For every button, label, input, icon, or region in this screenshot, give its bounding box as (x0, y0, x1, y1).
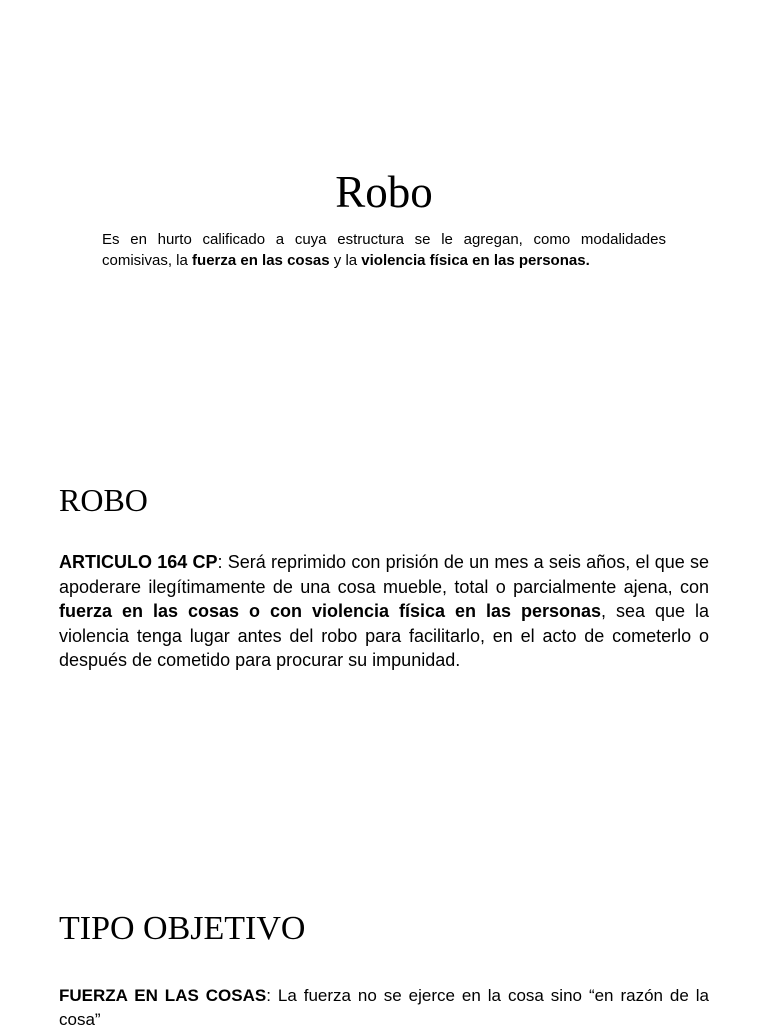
slide-heading: TIPO OBJETIVO (59, 910, 306, 947)
article-paragraph (59, 550, 709, 673)
definition-bold-force: fuerza en las cosas (192, 251, 330, 269)
article-label: ARTICULO 164 CP (59, 552, 218, 572)
article-bold-text: fuerza en las cosas o con violencia física en las personas (59, 601, 601, 622)
slide-heading: ROBO (59, 482, 148, 518)
definition-text: Es en hurto calificado a cuya estructura se le agregan, como modalidades comisivas, la (102, 231, 666, 269)
slide-title: Robo (335, 167, 433, 217)
definition-bold-violence: violencia física en las personas. (361, 251, 590, 269)
force-label: FUERZA EN LAS COSAS (59, 986, 267, 1005)
definition-conjunction: y la (329, 251, 362, 269)
slide-tipo-objetivo (0, 900, 768, 1029)
definition-paragraph (102, 230, 666, 271)
slide-article-164 (0, 460, 768, 900)
slide-robo-definition (0, 0, 768, 460)
force-text: : La fuerza no se ejerce en la cosa sino “en razón de la cosa” (59, 986, 710, 1029)
article-text-end: , sea que la violencia tenga lugar antes del robo para facilitarlo, en el acto de cometerlo o después de cometido para procurar su impunidad. (59, 601, 709, 671)
article-text: : Será reprimido con prisión de un mes a seis años, el que se apoderare ilegítimamente de una cosa mueble, total o parcialmente ajena, con (59, 552, 709, 597)
